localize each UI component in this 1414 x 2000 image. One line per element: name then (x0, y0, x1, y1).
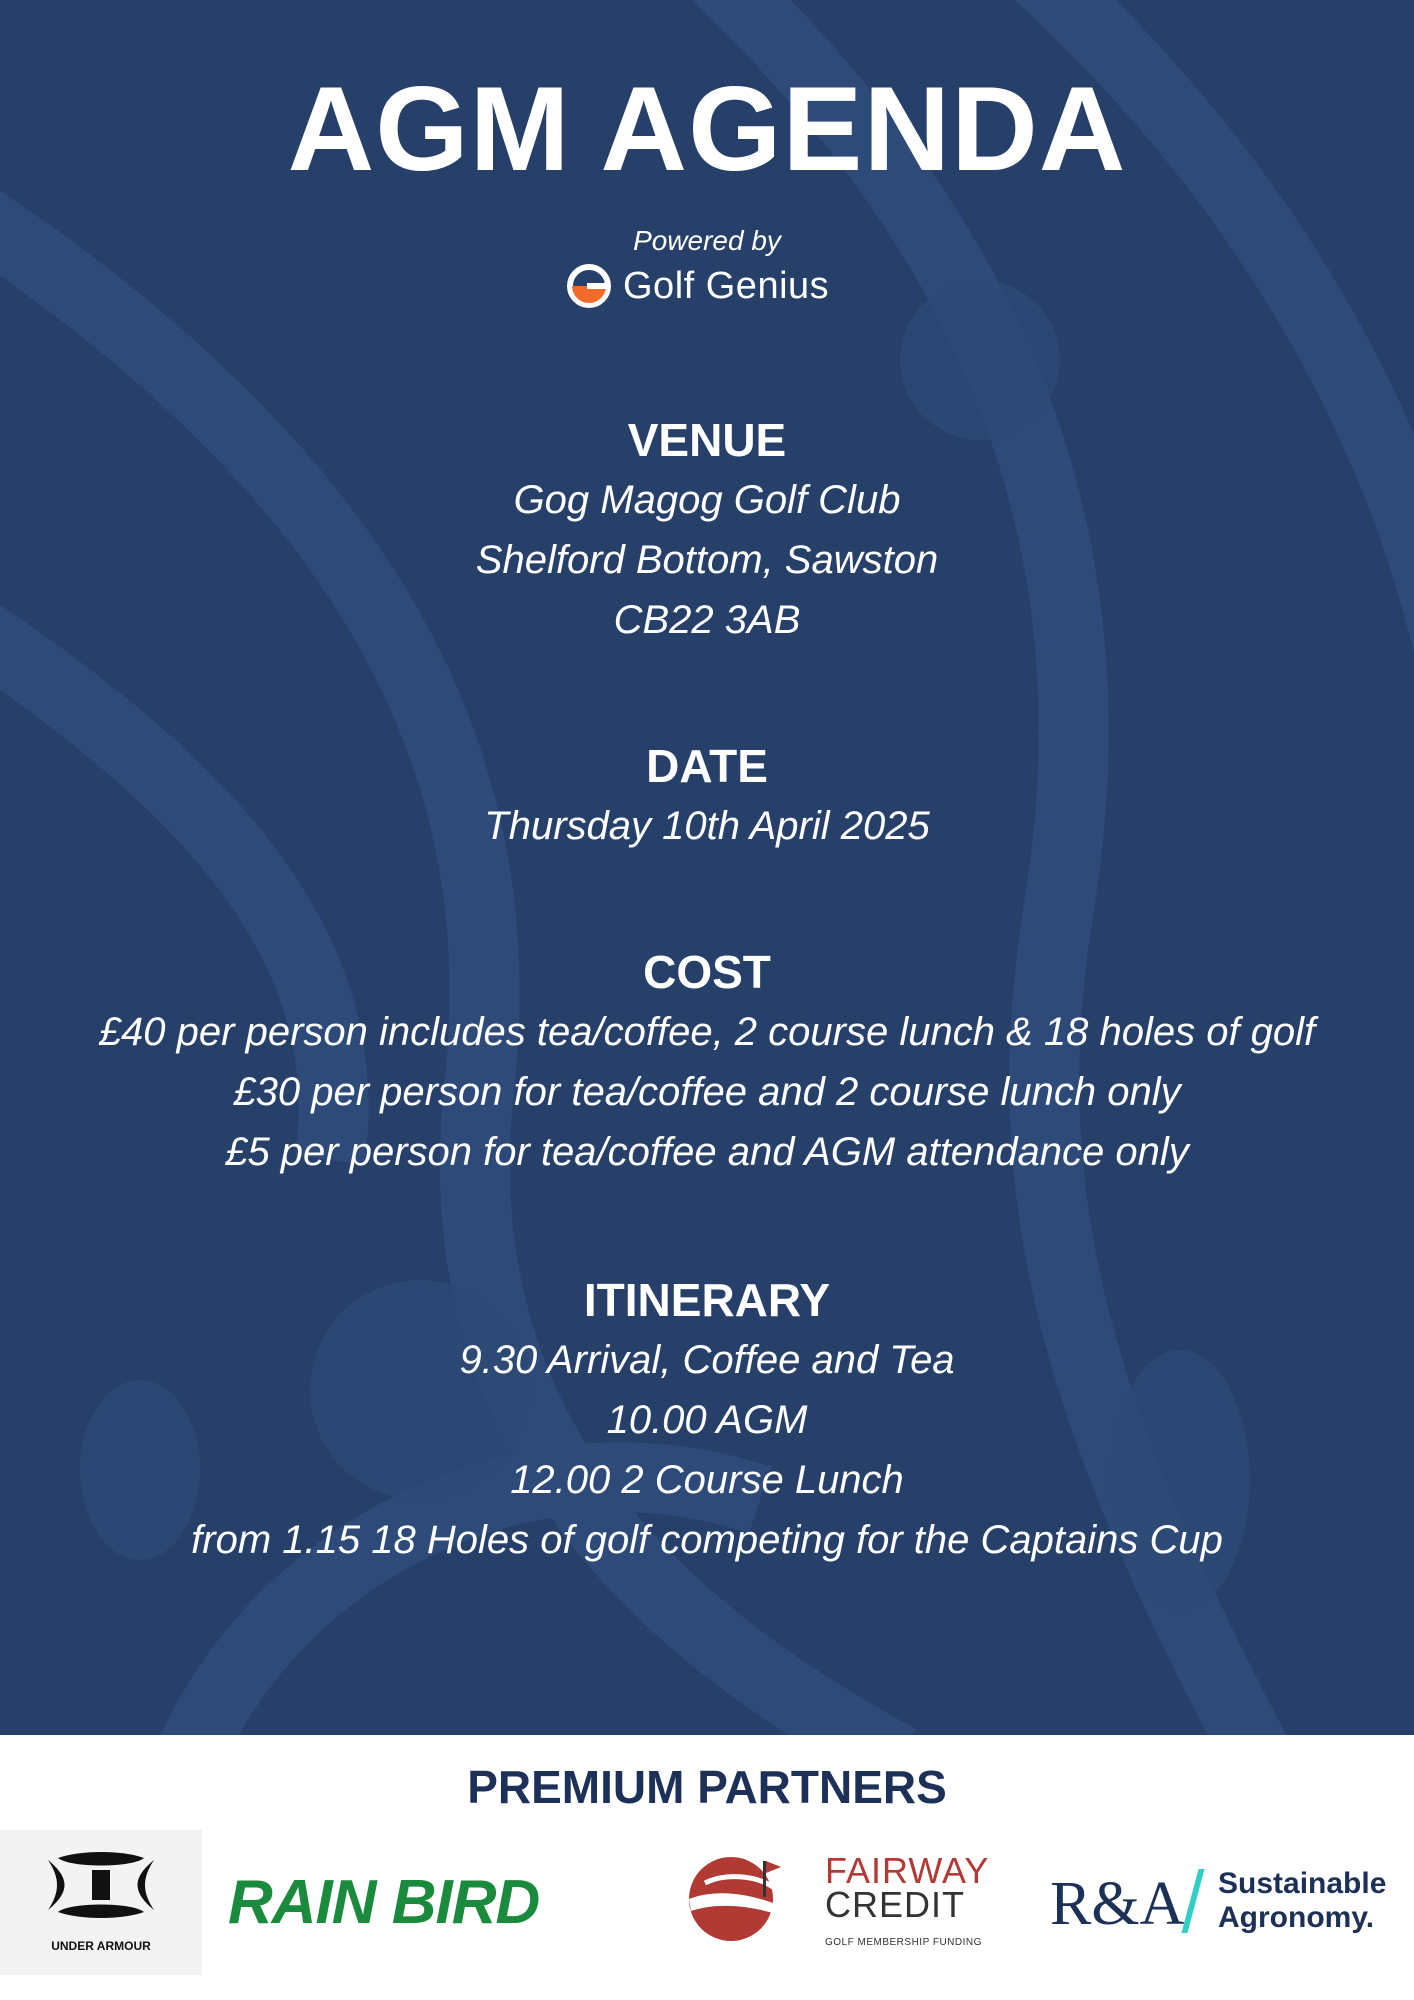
golf-genius-icon (565, 262, 613, 310)
golf-genius-logo (565, 260, 865, 312)
date-line: Thursday 10th April 2025 (484, 804, 930, 848)
venue-heading: VENUE (627, 414, 787, 466)
under-armour-icon (0, 1830, 202, 1930)
partners-heading: PREMIUM PARTNERS (467, 1761, 947, 1813)
golf-genius-wordmark: Golf Genius (623, 264, 830, 307)
sustainable-agronomy-name-2: Agronomy. (1218, 1901, 1375, 1934)
itinerary-line: 12.00 2 Course Lunch (510, 1458, 904, 1502)
itinerary-section (0, 1270, 1414, 1570)
venue-section (0, 410, 1414, 650)
itinerary-line: 9.30 Arrival, Coffee and Tea (459, 1338, 955, 1382)
cost-line: £40 per person includes tea/coffee, 2 course lunch & 18 holes of golf (98, 1010, 1316, 1054)
cost-line: £5 per person for tea/coffee and AGM attendance only (225, 1130, 1189, 1174)
page-title: AGM AGENDA (287, 62, 1127, 196)
itinerary-heading: ITINERARY (583, 1274, 831, 1326)
fairway-credit-name-1: FAIRWAY (825, 1850, 990, 1891)
cost-heading: COST (643, 946, 771, 998)
venue-line: CB22 3AB (613, 598, 801, 642)
venue-line: Shelford Bottom, Sawston (475, 538, 939, 582)
rain-bird-logo (228, 1863, 608, 1943)
date-section (0, 736, 1414, 856)
under-armour-logo (0, 1830, 202, 1975)
partners-footer (0, 1735, 1414, 2000)
fairway-credit-name-2: CREDIT (825, 1884, 965, 1925)
sustainable-agronomy-name-1: Sustainable (1218, 1867, 1387, 1900)
fairway-credit-tagline: GOLF MEMBERSHIP FUNDING (825, 1937, 982, 1948)
itinerary-line: from 1.15 18 Holes of golf competing for the Captains Cup (191, 1518, 1223, 1562)
fairway-credit-icon (685, 1843, 785, 1953)
randa-mark: R&A (1050, 1870, 1185, 1938)
divider-slash (1181, 1869, 1204, 1933)
under-armour-name: UNDER ARMOUR (51, 1939, 151, 1953)
itinerary-line: 10.00 AGM (606, 1398, 808, 1442)
date-heading: DATE (646, 740, 768, 792)
cost-line: £30 per person for tea/coffee and 2 course lunch only (233, 1070, 1181, 1114)
cost-section (0, 942, 1414, 1182)
fairway-credit-logo (685, 1843, 1005, 1963)
venue-line: Gog Magog Golf Club (513, 478, 901, 522)
rain-bird-name: RAIN BIRD (228, 1868, 540, 1937)
randa-sustainable-agronomy-logo (1050, 1863, 1390, 1943)
powered-by-label: Powered by (633, 225, 781, 256)
